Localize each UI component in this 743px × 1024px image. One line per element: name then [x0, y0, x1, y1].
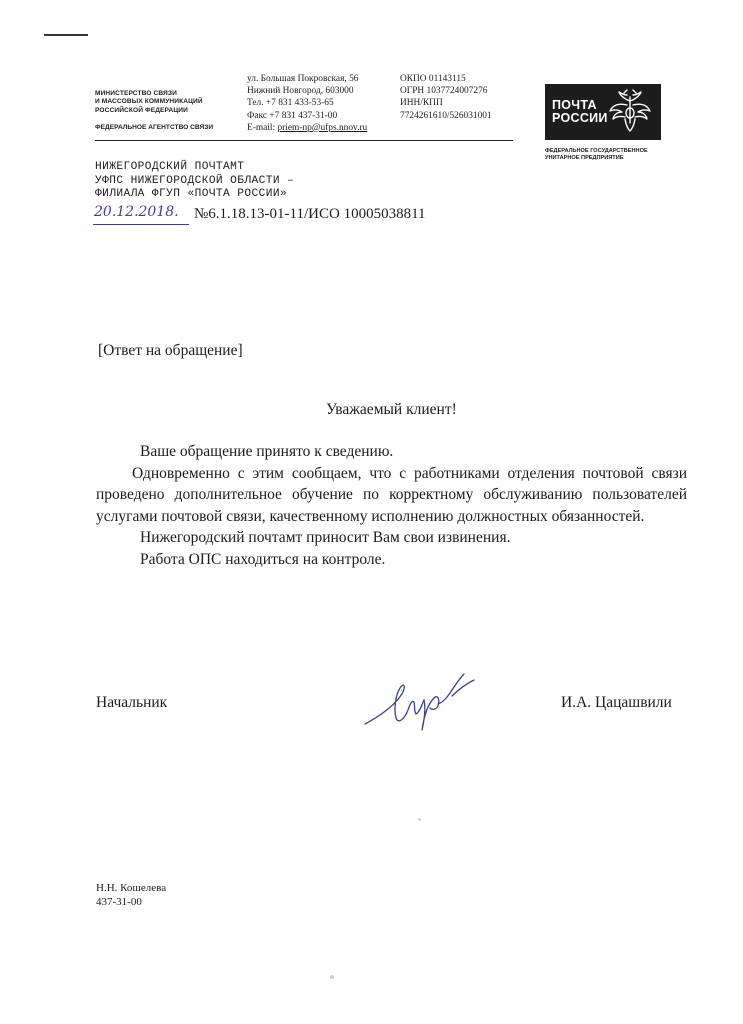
ministry-block	[95, 90, 203, 115]
ministry-line-2: И МАССОВЫХ КОММУНИКАЦИЙ	[95, 98, 203, 106]
sender-block	[95, 161, 294, 202]
okpo-code: ОКПО 01143115	[400, 74, 466, 84]
logo-wordmark	[552, 99, 608, 125]
reference-number: №6.1.18.13-01-11/ИСО 10005038811	[194, 206, 426, 222]
handwritten-date: 20.12.2018.	[94, 204, 179, 220]
sender-line-2: УФПС НИЖЕГОРОДСКОЙ ОБЛАСТИ –	[95, 174, 295, 187]
logo-caption-line-2: УНИТАРНОЕ ПРЕДПРИЯТИЕ	[545, 155, 624, 162]
letterhead-divider	[95, 140, 513, 141]
sender-line-3: ФИЛИАЛА ФГУП «ПОЧТА РОССИИ»	[95, 188, 288, 201]
contact-block	[96, 881, 166, 909]
date-underline	[93, 224, 189, 225]
inn-label: ИНН/КПП	[400, 98, 443, 109]
body-paragraph: Одновременно с этим сообщаем, что с работниками отделения почтовой связи проведено дополнительное обучение по корректному обслуживанию пользователей услугами почтовой связи, качественному исполнению должностных обязанностей.	[96, 464, 687, 525]
email-label: E-mail:	[247, 122, 278, 133]
address-email-line	[247, 122, 367, 134]
address-fax: Факс +7 831 437-31-00	[247, 110, 338, 121]
greeting: Уважаемый клиент!	[326, 401, 457, 418]
logo-line-2: РОССИИ	[552, 111, 608, 125]
handwritten-signature	[360, 666, 500, 736]
letter-subject: [Ответ на обращение]	[98, 342, 243, 359]
address-city: Нижний Новгород, 603000	[247, 86, 354, 97]
scan-speck	[330, 975, 334, 979]
body-paragraph: Ваше обращение принято к сведению.	[140, 443, 394, 460]
codes-block	[400, 73, 492, 122]
body-paragraph: Нижегородский почтамт приносит Вам свои извинения.	[140, 529, 511, 546]
inn-value: 7724261610/526031001	[400, 110, 492, 121]
address-block	[247, 73, 367, 134]
scan-speck	[418, 818, 421, 821]
address-street: ул. Большая Покровская, 56	[247, 74, 359, 84]
ogrn-code: ОГРН 1037724007276	[400, 86, 488, 97]
contact-name: Н.Н. Кошелева	[96, 882, 167, 894]
body-paragraph: Работа ОПС находиться на контроле.	[140, 550, 386, 568]
email-link[interactable]: priem-np@ufps.nnov.ru	[277, 122, 368, 133]
top-edge-mark	[44, 34, 88, 36]
ministry-line-3: РОССИЙСКОЙ ФЕДЕРАЦИИ	[95, 106, 188, 114]
address-phone: Тел. +7 831 433-53-65	[247, 98, 334, 109]
russian-post-logo	[545, 84, 661, 140]
logo-line-1: ПОЧТА	[552, 98, 597, 112]
signer-name: И.А. Цацашвили	[561, 694, 672, 711]
double-headed-eagle-icon	[607, 89, 653, 135]
sender-line-1: НИЖЕГОРОДСКИЙ ПОЧТАМТ	[95, 161, 245, 173]
logo-caption-line-1: ФЕДЕРАЛЬНОЕ ГОСУДАРСТВЕННОЕ	[545, 148, 648, 154]
contact-phone: 437-31-00	[96, 896, 142, 908]
signer-role: Начальник	[96, 694, 168, 711]
ministry-line-1: МИНИСТЕРСТВО СВЯЗИ	[95, 90, 177, 97]
logo-caption	[545, 148, 648, 162]
agency-name: ФЕДЕРАЛЬНОЕ АГЕНТСТВО СВЯЗИ	[95, 124, 214, 131]
letter-body	[96, 441, 687, 570]
